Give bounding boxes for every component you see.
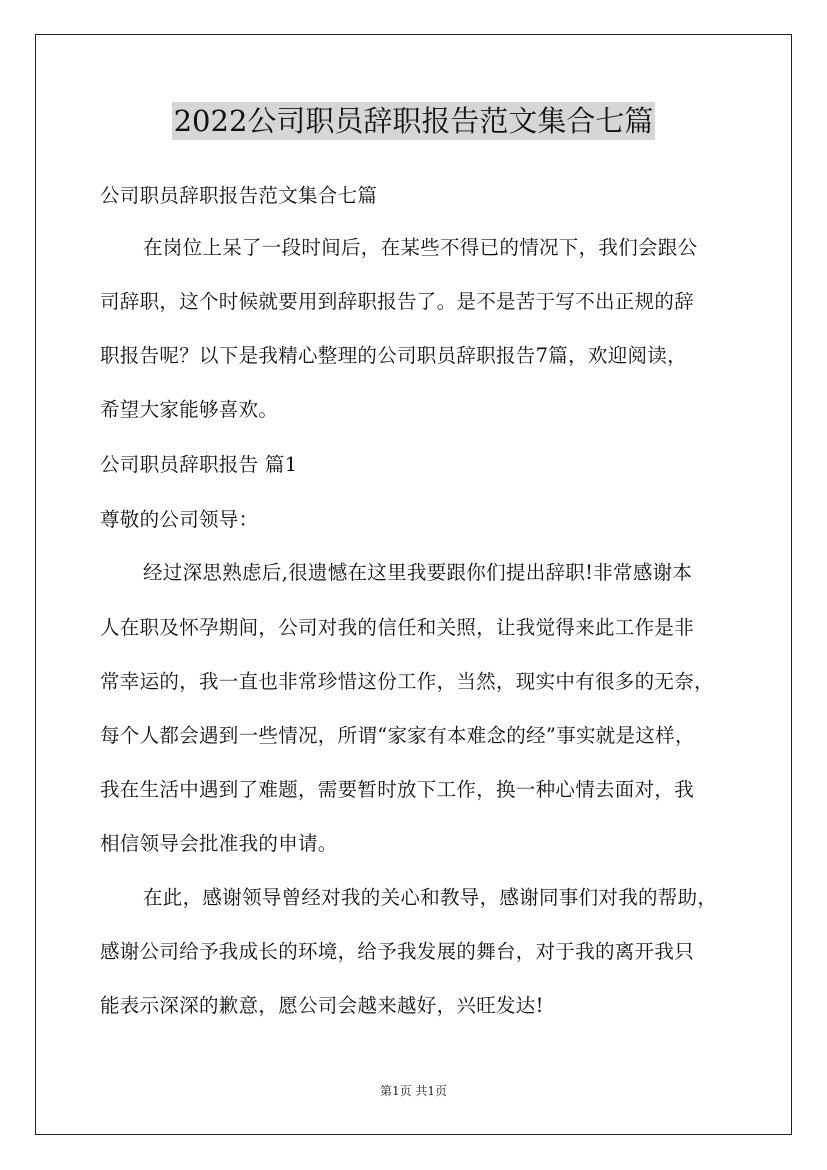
document-title: 2022公司职员辞职报告范文集合七篇 <box>173 104 654 138</box>
intro-line-2: 司辞职，这个时候就要用到辞职报告了。是不是苦于写不出正规的辞 <box>100 290 695 313</box>
body-line-5: 我在生活中遇到了难题，需要暂时放下工作，换一种心情去面对，我 <box>100 778 695 801</box>
body-line-4: 每个人都会遇到一些情况，所谓“家家有本难念的经”事实就是这样， <box>100 724 695 747</box>
closing-line-2: 感谢公司给予我成长的环境，给予我发展的舞台，对于我的离开我只 <box>100 940 695 963</box>
subtitle-line: 公司职员辞职报告范文集合七篇 <box>100 184 378 207</box>
intro-line-4: 希望大家能够喜欢。 <box>100 398 279 421</box>
closing-line-1: 在此，感谢领导曾经对我的关心和教导，感谢同事们对我的帮助， <box>143 886 718 909</box>
section-heading: 公司职员辞职报告 篇1 <box>100 453 298 476</box>
body-line-6: 相信领导会批准我的申请。 <box>100 832 338 855</box>
page-footer: 第1页 共1页 <box>379 1084 448 1098</box>
intro-line-1: 在岗位上呆了一段时间后，在某些不得已的情况下，我们会跟公 <box>143 236 698 259</box>
closing-line-3: 能表示深深的歉意，愿公司会越来越好，兴旺发达! <box>100 994 544 1017</box>
body-line-3: 常幸运的，我一直也非常珍惜这份工作，当然，现实中有很多的无奈， <box>100 670 714 693</box>
salutation: 尊敬的公司领导： <box>100 508 259 531</box>
title-container <box>0 102 827 140</box>
body-line-2: 人在职及怀孕期间，公司对我的信任和关照，让我觉得来此工作是非 <box>100 616 695 639</box>
body-line-1: 经过深思熟虑后,很遗憾在这里我要跟你们提出辞职!非常感谢本 <box>143 561 693 584</box>
intro-line-3: 职报告呢？以下是我精心整理的公司职员辞职报告7篇，欢迎阅读， <box>100 344 687 367</box>
